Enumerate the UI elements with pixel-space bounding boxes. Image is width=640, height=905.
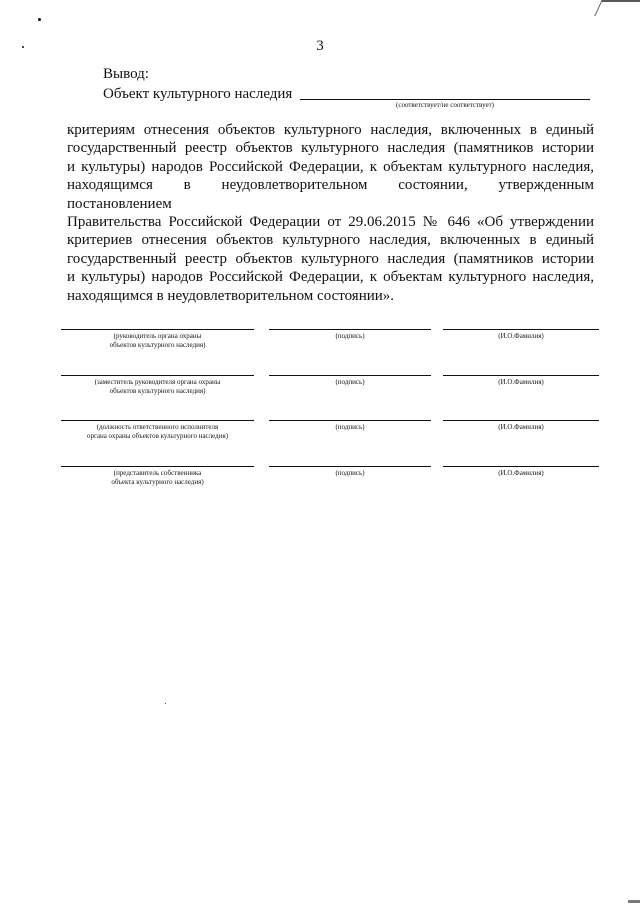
signature-caption: (подпись) — [335, 423, 365, 431]
role-caption — [61, 378, 254, 396]
signature-row-owner — [0, 466, 640, 506]
name-line[interactable] — [443, 329, 599, 330]
role-caption — [61, 469, 254, 487]
role-caption-line: органа охраны объектов культурного наследия) — [86, 432, 229, 440]
name-line[interactable] — [443, 375, 599, 376]
body-line: государственный реестр объектов культурного наследия (памятников истории — [67, 250, 594, 267]
signature-caption: (подпись) — [335, 378, 365, 386]
scan-corner-mark — [594, 0, 640, 16]
role-caption-line: (представитель собственника — [113, 469, 202, 477]
body-line: и культуры) народов Российской Федерации, к объектам культурного наследия, — [67, 158, 594, 175]
signature-line[interactable] — [269, 420, 431, 421]
signature-line[interactable] — [269, 329, 431, 330]
conclusion-body-text — [67, 121, 594, 305]
signature-caption: (подпись) — [335, 469, 365, 477]
page-number: 3 — [316, 38, 324, 54]
role-line[interactable] — [61, 420, 254, 421]
signature-line[interactable] — [269, 375, 431, 376]
scan-speck — [38, 18, 41, 21]
signature-row-deputy — [0, 375, 640, 415]
name-line[interactable] — [443, 420, 599, 421]
role-caption-line: (должность ответственного исполнителя — [96, 423, 219, 431]
body-line: находящимся в неудовлетворительном состоянии, утвержденным постановлением — [67, 177, 594, 212]
body-line: критериев отнесения объектов культурного наследия, включенных в единый — [67, 232, 594, 249]
name-caption: (И.О.Фамилия) — [498, 423, 544, 431]
signature-line[interactable] — [269, 466, 431, 467]
role-caption — [61, 423, 254, 441]
body-line: государственный реестр объектов культурного наследия (памятников истории — [67, 140, 594, 157]
body-line: находящимся в неудовлетворительном состоянии». — [67, 287, 395, 304]
name-caption: (И.О.Фамилия) — [498, 469, 544, 477]
object-line-label: Объект культурного наследия — [103, 86, 293, 102]
role-caption-line: (руководитель органа охраны — [113, 332, 202, 340]
signature-caption: (подпись) — [335, 332, 365, 340]
name-line[interactable] — [443, 466, 599, 467]
body-line: Правительства Российской Федерации от 29.06.2015 № 646 «Об утверждении — [67, 214, 594, 231]
role-caption-line: объекта культурного наследия) — [111, 478, 204, 486]
signature-row-executor — [0, 420, 640, 460]
role-caption — [61, 332, 254, 350]
scan-edge-mark — [628, 900, 640, 903]
name-caption: (И.О.Фамилия) — [498, 378, 544, 386]
signature-row-head — [0, 329, 640, 369]
role-line[interactable] — [61, 329, 254, 330]
object-compliance-blank[interactable] — [300, 99, 590, 100]
scan-speck — [165, 703, 166, 704]
role-caption-line: объектов культурного наследия) — [109, 341, 206, 349]
name-caption: (И.О.Фамилия) — [498, 332, 544, 340]
conclusion-label: Вывод: — [103, 66, 149, 82]
role-caption-line: объектов культурного наследия) — [109, 387, 206, 395]
object-compliance-caption: (соответствует/не соответствует) — [396, 101, 494, 109]
body-line: критериям отнесения объектов культурного наследия, включенных в единый — [67, 122, 594, 138]
body-line: и культуры) народов Российской Федерации, к объектам культурного наследия, — [67, 269, 594, 286]
role-line[interactable] — [61, 375, 254, 376]
role-caption-line: (заместитель руководителя органа охраны — [94, 378, 221, 386]
role-line[interactable] — [61, 466, 254, 467]
